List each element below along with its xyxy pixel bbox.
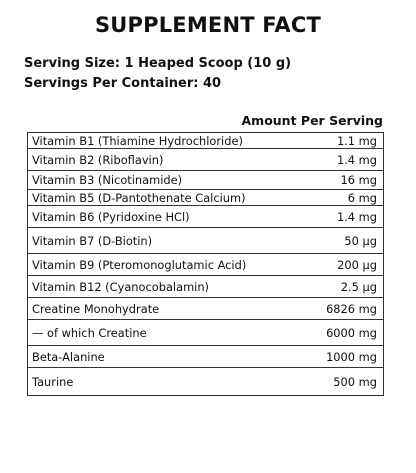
amount-per-serving-header: Amount Per Serving [241, 113, 383, 128]
nutrient-name: Vitamin B5 (D-Pantothenate Calcium) [28, 190, 308, 206]
nutrient-amount: 6 mg [307, 190, 384, 206]
table-row [28, 190, 384, 206]
nutrient-name: — of which Creatine [28, 320, 308, 346]
nutrient-amount: 1.4 mg [307, 149, 384, 171]
serving-size: Serving Size: 1 Heaped Scoop (10 g) [24, 56, 292, 71]
nutrient-name: Vitamin B6 (Pyridoxine HCl) [28, 206, 308, 228]
nutrient-amount: 6000 mg [307, 320, 384, 346]
nutrient-amount: 16 mg [307, 171, 384, 190]
table-row [28, 228, 384, 254]
nutrient-name: Vitamin B2 (Riboflavin) [28, 149, 308, 171]
nutrient-name: Vitamin B12 (Cyanocobalamin) [28, 276, 308, 298]
table-row [28, 254, 384, 276]
table-row [28, 206, 384, 228]
nutrient-name: Taurine [28, 368, 308, 396]
table-row [28, 276, 384, 298]
nutrient-name: Vitamin B1 (Thiamine Hydrochloride) [28, 133, 308, 149]
nutrient-amount: 6826 mg [307, 298, 384, 320]
nutrient-name: Creatine Monohydrate [28, 298, 308, 320]
servings-per-container: Servings Per Container: 40 [24, 76, 222, 91]
nutrient-amount: 50 µg [307, 228, 384, 254]
table-row [28, 320, 384, 346]
table-row [28, 133, 384, 149]
nutrient-amount: 500 mg [307, 368, 384, 396]
nutrient-name: Beta-Alanine [28, 346, 308, 368]
table-row [28, 346, 384, 368]
supplement-facts-table [27, 132, 384, 396]
nutrient-name: Vitamin B9 (Pteromonoglutamic Acid) [28, 254, 308, 276]
nutrient-name: Vitamin B7 (D-Biotin) [28, 228, 308, 254]
table-row [28, 298, 384, 320]
nutrient-amount: 1.1 mg [307, 133, 384, 149]
nutrient-amount: 1.4 mg [307, 206, 384, 228]
nutrient-name: Vitamin B3 (Nicotinamide) [28, 171, 308, 190]
nutrient-amount: 2.5 µg [307, 276, 384, 298]
page-title: SUPPLEMENT FACT [94, 13, 322, 37]
table-row [28, 149, 384, 171]
nutrient-amount: 200 µg [307, 254, 384, 276]
table-row [28, 368, 384, 396]
table-row [28, 171, 384, 190]
nutrient-amount: 1000 mg [307, 346, 384, 368]
